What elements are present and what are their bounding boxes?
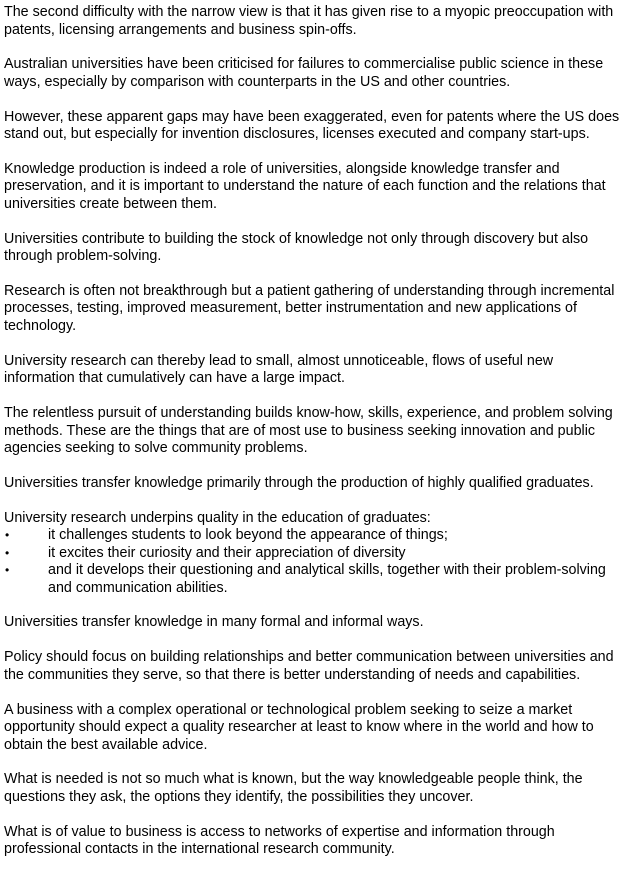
list-item <box>4 527 626 545</box>
document-body <box>4 4 626 876</box>
paragraph-qualified-graduates: Universities transfer knowledge primarily through the production of highly qualified graduates. <box>4 474 594 491</box>
paragraph-stock-of-knowledge: Universities contribute to building the stock of knowledge not only through discovery but also through problem-solving. <box>4 230 589 265</box>
paragraph-patents-preoccupation: The second difficulty with the narrow view is that it has given rise to a myopic preoccupation with patents, licensing arrangements and business spin-offs. <box>4 4 614 38</box>
list-item-text: and it develops their questioning and analytical skills, together with their problem-solving and communication abilities. <box>48 562 606 596</box>
paragraph-gaps-exaggerated: However, these apparent gaps may have been exaggerated, even for patents where the US does stand out, but especially for invention disclosures, licenses executed and company start-ups. <box>4 108 620 143</box>
bullet-icon: • <box>5 528 10 543</box>
list-item-text: it excites their curiosity and their appreciation of diversity <box>48 544 406 561</box>
paragraph-relentless-pursuit: The relentless pursuit of understanding builds know-how, skills, experience, and problem solving methods. These are the things that are of most use to business seeking innovation and public agencies seeking to solve community problems. <box>4 405 613 457</box>
paragraph-research-not-breakthrough: Research is often not breakthrough but a patient gathering of understanding through incremental processes, testing, improved measurement, better instrumentation and new applications of technology. <box>4 282 615 334</box>
bullet-icon: • <box>5 545 10 560</box>
paragraph-value-to-business: What is of value to business is access to networks of expertise and information through professional contacts in the international research community. <box>4 823 555 858</box>
list-intro: University research underpins quality in the education of graduates: <box>4 509 431 526</box>
list-item-text: it challenges students to look beyond the appearance of things; <box>48 527 448 544</box>
bullet-list <box>4 527 626 597</box>
paragraph-policy-focus: Policy should focus on building relationships and better communication between universities and the communities they serve, so that there is better understanding of needs and capabilities. <box>4 649 614 683</box>
paragraph-what-is-needed: What is needed is not so much what is known, but the way knowledgeable people think, the questions they ask, the options they identify, the possibilities they uncover. <box>4 771 583 805</box>
paragraph-small-flows: University research can thereby lead to small, almost unnoticeable, flows of useful new information that cumulatively can have a large impact. <box>4 352 554 387</box>
bullet-icon: • <box>5 563 10 578</box>
list-item <box>4 562 626 597</box>
paragraph-knowledge-production: Knowledge production is indeed a role of universities, alongside knowledge transfer and preservation, and it is important to understand the nature of each function and the relations that universities create between them. <box>4 160 606 212</box>
paragraph-australian-criticism: Australian universities have been criticised for failures to commercialise public science in these ways, especially by comparison with counterparts in the US and other countries. <box>4 56 604 90</box>
list-item <box>4 545 626 563</box>
paragraph-formal-informal: Universities transfer knowledge in many formal and informal ways. <box>4 614 424 631</box>
paragraph-business-problem: A business with a complex operational or technological problem seeking to seize a market opportunity should expect a quality researcher at least to know where in the world and how to obtain the best available advice. <box>4 701 594 753</box>
